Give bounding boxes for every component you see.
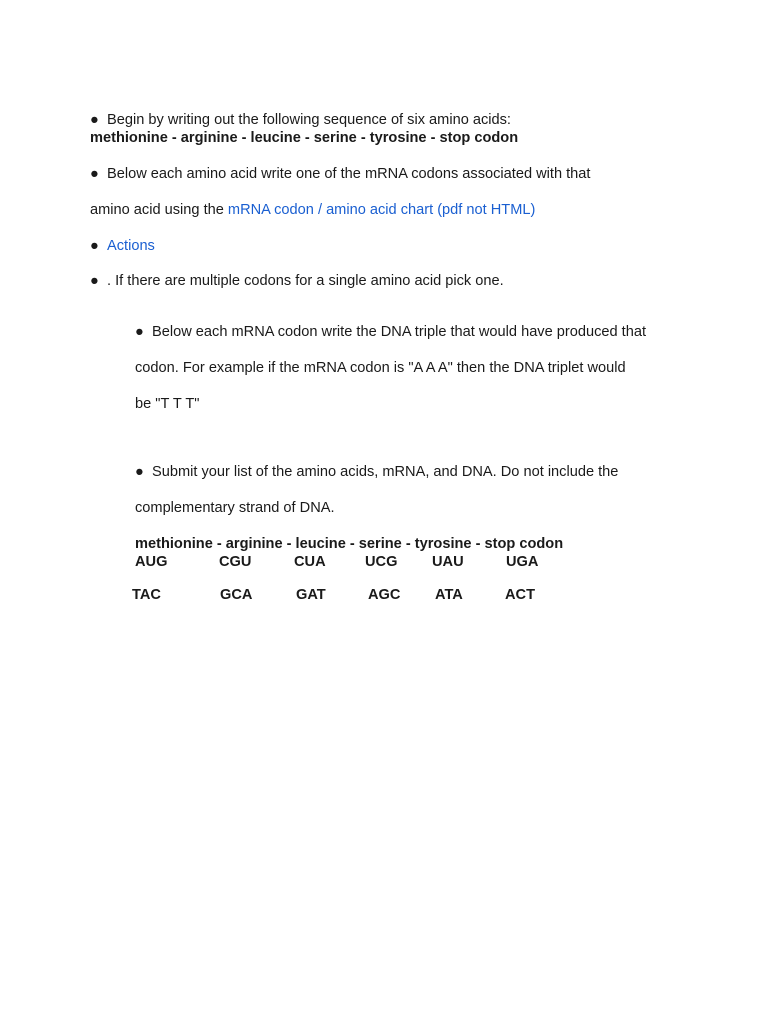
actions-link[interactable]: Actions <box>107 238 155 254</box>
dna-triplet-3: GAT <box>296 587 326 603</box>
actions-bullet-item <box>90 237 155 255</box>
dna-triplet-2: GCA <box>220 587 253 603</box>
dna-instruction-line2: codon. For example if the mRNA codon is "A A A" then the DNA triplet would <box>135 360 626 376</box>
intro-text: Begin by writing out the following sequence of six amino acids: <box>107 112 511 128</box>
submit-instruction-text: Submit your list of the amino acids, mRNA, and DNA. Do not include the <box>152 464 619 480</box>
dna-triplet-6: ACT <box>505 587 535 603</box>
multiple-codons-bullet-item <box>90 272 504 290</box>
multiple-codons-text: . If there are multiple codons for a single amino acid pick one. <box>107 273 504 289</box>
mrna-codon-6: UGA <box>506 554 539 570</box>
dna-instruction-line3: be "T T T" <box>135 396 200 412</box>
bullet-marker: ● <box>90 112 99 128</box>
dna-triplet-4: AGC <box>368 587 401 603</box>
submit-instruction-line2: complementary strand of DNA. <box>135 500 335 516</box>
codon-instruction-line2 <box>90 201 535 219</box>
mrna-codon-4: UCG <box>365 554 398 570</box>
mrna-codon-3: CUA <box>294 554 326 570</box>
amino-acid-sequence: methionine - arginine - leucine - serine - tyrosine - stop codon <box>90 130 519 146</box>
submit-instruction-line1 <box>135 463 618 481</box>
bullet-marker: ● <box>90 273 99 289</box>
dna-triplet-5: ATA <box>435 587 463 603</box>
mrna-codon-5: UAU <box>432 554 464 570</box>
codon-instruction-text: Below each amino acid write one of the mRNA codons associated with that <box>107 166 591 182</box>
answer-amino-acid-sequence: methionine - arginine - leucine - serine - tyrosine - stop codon <box>135 536 564 552</box>
dna-instruction-text: Below each mRNA codon write the DNA triple that would have produced that <box>152 324 647 340</box>
bullet-marker: ● <box>90 166 99 182</box>
codon-instruction-prefix: amino acid using the <box>90 202 224 218</box>
bullet-marker: ● <box>135 464 144 480</box>
mrna-codon-1: AUG <box>135 554 168 570</box>
bullet-marker: ● <box>135 324 144 340</box>
bullet-marker: ● <box>90 238 99 254</box>
dna-instruction-line1 <box>135 323 646 341</box>
intro-bullet-item <box>90 111 511 129</box>
codon-instruction-line1 <box>90 165 590 183</box>
dna-triplet-1: TAC <box>132 587 161 603</box>
codon-chart-link[interactable]: mRNA codon / amino acid chart (pdf not HTML) <box>227 202 536 218</box>
mrna-codon-2: CGU <box>219 554 252 570</box>
